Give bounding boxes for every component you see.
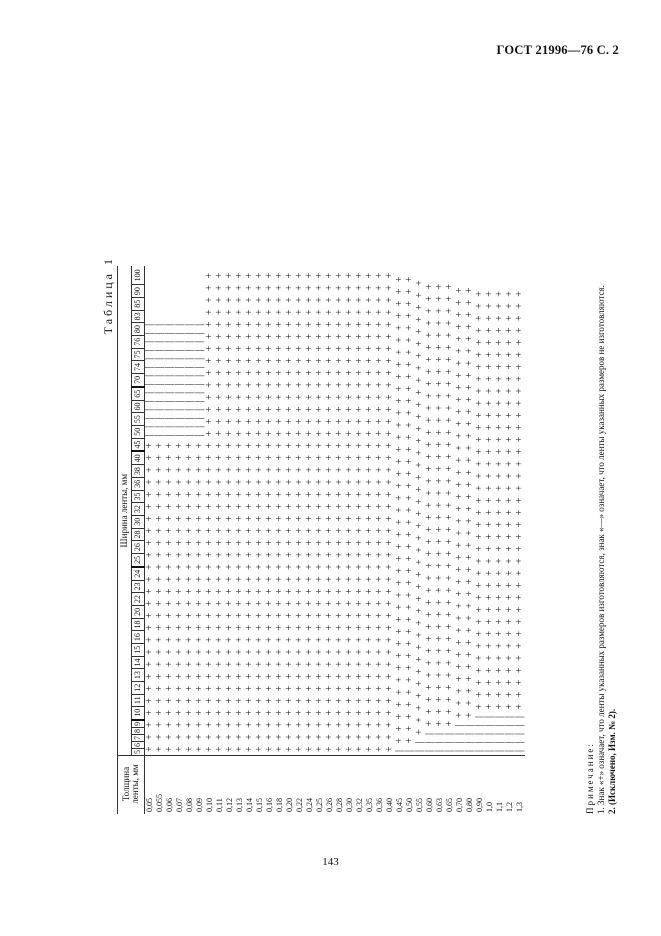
thickness-cell: 0,70 [455,756,465,815]
thickness-cell: 0,63 [435,756,445,815]
width-header-cell: 40 [132,451,145,464]
width-header-cell: 13 [132,669,145,682]
width-header-cell: 80 [132,323,145,336]
width-header-cell: 5 [132,748,145,755]
thickness-cell: 0,55 [415,756,425,815]
thickness-cell: 0,16 [265,756,275,815]
availability-cells: ||||++++++++++++++++++++++++++++++++++++ [465,266,475,755]
table-body [145,266,526,814]
document-header: ГОСТ 21996—76 С. 2 [496,43,619,57]
availability-cells: ||++++++++++++++++++++++++++++++++++++++ [415,266,425,755]
availability-cells: ++++++++++++++++++++++++++++++++++++++++ [275,266,285,755]
thickness-header: Толщина ленты, мм [118,756,145,815]
thickness-cell: 0,11 [215,756,225,815]
width-header-cell: 70 [132,373,145,386]
width-header-cell: 75 [132,348,145,361]
availability-cells: ++++++++++++++++++++++++++++++++++++++++ [345,266,355,755]
availability-cells: ++++++++++++++++++++++++++++++++++++++++ [295,266,305,755]
availability-cells: ++++++++++++++++++++++++++++++++++++++++ [235,266,245,755]
width-header-cell: 35 [132,490,145,503]
width-header-cell: 50 [132,425,145,438]
thickness-cell: 0,055 [155,756,165,815]
thickness-cell: 0,40 [385,756,395,815]
width-header-cell: 9 [132,720,145,728]
width-header-cell: 12 [132,681,145,694]
notes [585,285,618,814]
thickness-cell: 0,10 [205,756,215,815]
availability-cells: |||+++++++++++++++++++++++++++++++++++++ [445,266,455,755]
thickness-cell: 0,90 [475,756,485,815]
width-header-cell: 22 [132,593,145,606]
width-header-cell: 100 [132,266,145,284]
note-2-text: 2. (Исключено, Изм. № 2). [607,708,617,814]
thickness-cell: 0,36 [375,756,385,815]
availability-cells: ++++++++++++++++++++++++++|||||||||||||| [195,266,205,755]
notes-title: Примечание: [585,742,595,814]
availability-cells: ++++++++++++++++++++++++++++++++++++++++ [205,266,215,755]
availability-cells: |||||+++++++++++++++++++++++++++++++++++ [485,266,495,755]
availability-cells: ++++++++++++++++++++++++++++++++++++++++ [285,266,295,755]
thickness-cell: 0,14 [245,756,255,815]
width-header-cell: 11 [132,694,145,706]
availability-cells: |+++++++++++++++++++++++++++++++++++++++ [405,266,415,755]
width-group-header: Ширина ленты, мм [118,266,132,755]
width-header-cell: 23 [132,580,145,593]
width-header-cell: 15 [132,643,145,656]
thickness-cell: 0,15 [255,756,265,815]
thickness-cell: 0,22 [295,756,305,815]
availability-cells: ++++++++++++++++++++++++++|||||||||||||| [185,266,195,755]
width-header-cell: 20 [132,606,145,619]
thickness-cell: 0,80 [465,756,475,815]
thickness-cell: 1,0 [485,756,495,815]
thickness-cell: 0,20 [285,756,295,815]
thickness-cell: 0,65 [445,756,455,815]
width-header-cell: 25 [132,553,145,566]
availability-cells: |||||+++++++++++++++++++++++++++++++++++ [515,266,525,755]
width-header-cell: 36 [132,478,145,491]
availability-cells: |||||+++++++++++++++++++++++++++++++++++ [495,266,505,755]
width-header-cell: 24 [132,567,145,580]
width-header-cell: 16 [132,631,145,644]
thickness-cell: 0,13 [235,756,245,815]
width-header-cell: 65 [132,387,145,400]
thickness-cell: 0,50 [405,756,415,815]
thickness-cell: 0,60 [425,756,435,815]
availability-cells: ++++++++++++++++++++++++++|||||||||||||| [145,266,156,755]
width-header-cell: 30 [132,515,145,528]
width-header-cell: 74 [132,361,145,374]
availability-cells: ++++++++++++++++++++++++++++++++++++++++ [255,266,265,755]
width-header-cell: 76 [132,335,145,348]
thickness-cell: 0,25 [315,756,325,815]
thickness-cell: 0,45 [395,756,405,815]
width-header-cell: 14 [132,656,145,669]
availability-cells: ++++++++++++++++++++++++++++++++++++++++ [335,266,345,755]
width-header-cell: 6 [132,741,145,748]
availability-cells: ++++++++++++++++++++++++++++++++++++++++ [315,266,325,755]
page-number: 143 [322,856,339,868]
availability-cells: ||||++++++++++++++++++++++++++++++++++++ [455,266,465,755]
thickness-cell: 0,07 [175,756,185,815]
thickness-cell: 0,32 [355,756,365,815]
thickness-width-table [117,266,525,814]
width-header-cell: 7 [132,734,145,741]
width-header-cell: 83 [132,310,145,323]
thickness-cell: 1,3 [515,756,525,815]
availability-cells: ++++++++++++++++++++++++++++++++++++++++ [355,266,365,755]
thickness-cell: 1,1 [495,756,505,815]
availability-cells: |||||+++++++++++++++++++++++++++++++++++ [505,266,515,755]
width-header-cell: 8 [132,727,145,734]
availability-cells: ++++++++++++++++++++++++++++++++++++++++ [305,266,315,755]
note-2 [607,285,618,814]
width-header-cell: 55 [132,413,145,426]
thickness-cell: 0,12 [225,756,235,815]
thickness-cell: 0,08 [185,756,195,815]
thickness-cell: 0,18 [275,756,285,815]
availability-cells: ++++++++++++++++++++++++++++++++++++++++ [265,266,275,755]
thickness-cell: 1,2 [505,756,515,815]
availability-cells: ++++++++++++++++++++++++++++++++++++++++ [375,266,385,755]
width-header-row [132,266,145,814]
availability-cells: ++++++++++++++++++++++++++|||||||||||||| [175,266,185,755]
thickness-cell: 0,26 [325,756,335,815]
thickness-cell: 0,06 [165,756,175,815]
width-header-cell: 60 [132,400,145,413]
width-header-cell: 38 [132,465,145,478]
table-title: Таблица 1 [101,256,115,335]
width-header-cell: 28 [132,528,145,541]
thickness-cell: 0,30 [345,756,355,815]
note-1: 1. Знак «+» означает, что ленты указанных размеров изготовляются, знак «—» означает, что ленты указанных размеров не изготовляются. [596,285,606,814]
availability-cells: |+++++++++++++++++++++++++++++++++++++++ [395,266,405,755]
availability-cells: ++++++++++++++++++++++++++++++++++++++++ [215,266,225,755]
availability-cells: ++++++++++++++++++++++++++|||||||||||||| [155,266,165,755]
width-header-cell: 26 [132,541,145,554]
thickness-cell: 0,24 [305,756,315,815]
thickness-cell: 0,35 [365,756,375,815]
availability-cells: ++++++++++++++++++++++++++++++++++++++++ [385,266,395,755]
thickness-cell: 0,09 [195,756,205,815]
availability-cells: ++++++++++++++++++++++++++++++++++++++++ [225,266,235,755]
availability-cells: |||||+++++++++++++++++++++++++++++++++++ [475,266,485,755]
availability-cells: ++++++++++++++++++++++++++++++++++++++++ [325,266,335,755]
availability-cells: |||+++++++++++++++++++++++++++++++++++++ [435,266,445,755]
thickness-cell: 0,28 [335,756,345,815]
rotated-table-block [95,114,635,814]
width-header-cell: 90 [132,285,145,298]
table-row [515,266,525,814]
availability-cells: ++++++++++++++++++++++++++|||||||||||||| [165,266,175,755]
width-header-cell: 32 [132,503,145,516]
width-header-cell: 10 [132,706,145,719]
thickness-cell: 0,05 [145,756,156,815]
availability-cells: ++++++++++++++++++++++++++++++++++++++++ [245,266,255,755]
availability-cells: |||+++++++++++++++++++++++++++++++++++++ [425,266,435,755]
width-header-cell: 85 [132,297,145,310]
availability-cells: ++++++++++++++++++++++++++++++++++++++++ [365,266,375,755]
width-header-cell: 45 [132,438,145,451]
width-header-cell: 18 [132,618,145,631]
